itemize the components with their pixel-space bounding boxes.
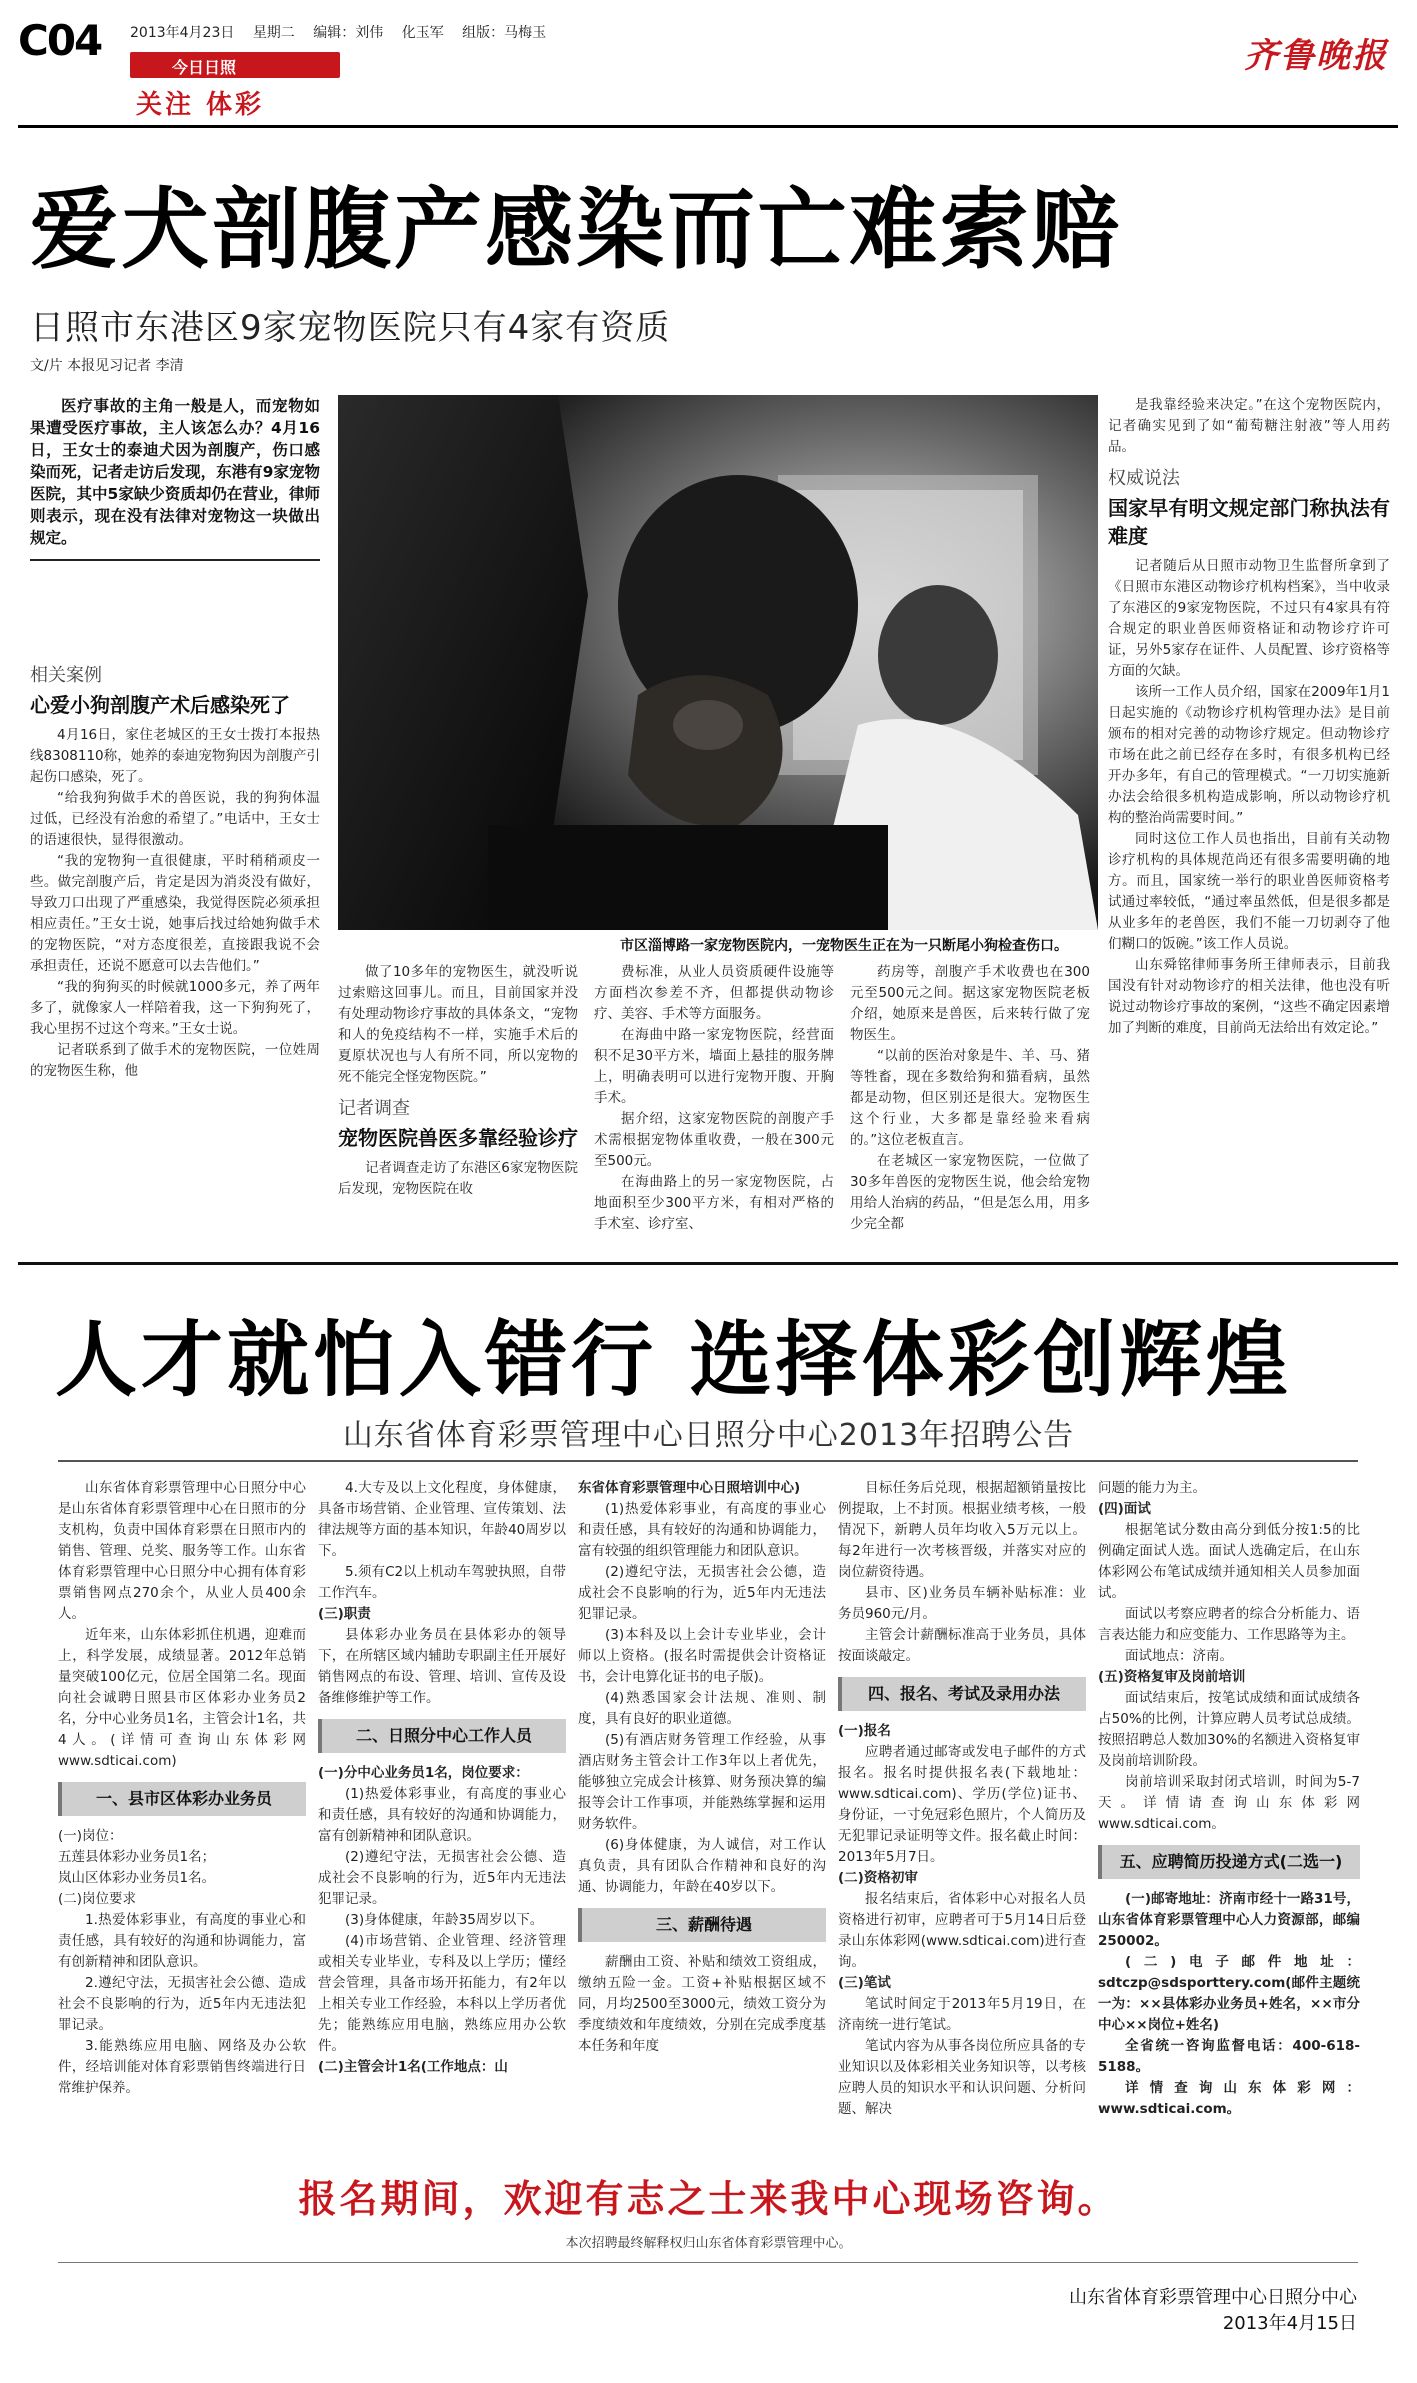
ad-column-2 <box>318 1478 566 2158</box>
subsection-head: (一)报名 <box>838 1723 891 1739</box>
body-line: (一)岗位： <box>58 1828 123 1844</box>
section-bar-3: 三、薪酬待遇 <box>578 1908 826 1942</box>
article2-subhead: 山东省体育彩票管理中心日照分中心2013年招聘公告 <box>342 1418 1075 1453</box>
article1-column-5 <box>1108 395 1390 1257</box>
article1-column-2 <box>338 962 578 1257</box>
body-paragraph: (2)遵纪守法，无损害社会公德，造成社会不良影响的行为，近5年内无违法犯罪记录。 <box>578 1564 826 1622</box>
body-paragraph: (2)遵纪守法，无损害社会公德、造成社会不良影响的行为，近5年内无违法犯罪记录。 <box>318 1849 566 1907</box>
body-paragraph: 该所一工作人员介绍，国家在2009年1月1日起实施的《动物诊疗机构管理办法》是目前颁布的相对完善的动物诊疗规定。但动物诊疗市场在此之前已经存在多时，有很多机构已经开办多年，有自己的管理模式。“一刀切实施新办法会给很多机构造成影响，所以动物诊疗机构的整治尚需要时间。” <box>1108 684 1390 826</box>
survey-kicker: 记者调查 <box>338 1098 410 1119</box>
body-paragraph: 近年来，山东体彩抓住机遇，迎难而上，科学发展，成绩显著。2012年总销量突破100亿元，位居全国第二名。现面向社会诚聘日照县市区体彩办业务员2名，分中心业务员1名，主管会计1名，共4人。(详情可查询山东体彩网www.sdticai.com) <box>58 1627 306 1769</box>
body-paragraph: 4月16日，家住老城区的王女士拨打本报热线8308110称，她养的泰迪宠物狗因为剖腹产引起伤口感染，死了。 <box>30 727 320 785</box>
body-paragraph: 5.须有C2以上机动车驾驶执照，自带工作汽车。 <box>318 1564 566 1601</box>
article1-subhead: 日照市东港区9家宠物医院只有4家有资质 <box>30 308 671 348</box>
contact-website: 详情查询山东体彩网：www.sdticai.com。 <box>1098 2080 1360 2117</box>
section-bar-1: 一、县市区体彩办业务员 <box>58 1782 306 1816</box>
page-number: C04 <box>18 16 102 65</box>
body-paragraph: 面试结束后，按笔试成绩和面试成绩各占50%的比例，计算应聘人员考试总成绩。按照招聘总人数加30%的名额进入资格复审及岗前培训阶段。 <box>1098 1690 1360 1769</box>
body-paragraph: (4)市场营销、企业管理、经济管理或相关专业毕业，专科及以上学历；懂经营会管理，具备市场开拓能力，有2年以上相关专业工作经验，本科以上学历者优先；能熟练应用电脑，熟练应用办公软件。 <box>318 1933 566 2054</box>
contact-email: (二)电子邮件地址：sdtczp@sdsporttery.com(邮件主题统一为：××县体彩办业务员+姓名，××市分中心××岗位+姓名) <box>1098 1954 1360 2033</box>
ad-signature <box>1069 2285 1357 2337</box>
body-paragraph: 在老城区一家宠物医院，一位做了30多年兽医的宠物医生说，他会给宠物用给人治病的药品，“但是怎么用，用多少完全都 <box>850 1153 1090 1232</box>
body-paragraph: (1)热爱体彩事业，有高度的事业心和责任感，具有较好的沟通和协调能力，富有创新精神和团队意识。 <box>318 1786 566 1844</box>
subsection-head: (四)面试 <box>1098 1501 1151 1517</box>
vet-exam-photo <box>338 395 1098 930</box>
body-paragraph: 4.大专及以上文化程度，身体健康，具备市场营销、企业管理、宣传策划、法律法规等方面的基本知识，年龄40周岁以下。 <box>318 1480 566 1559</box>
body-paragraph: 目标任务后兑现，根据超额销量按比例提取，上不封顶。根据业绩考核，一般情况下，新聘人员年均收入5万元以上。每2年进行一次考核晋级，并落实对应的岗位薪资待遇。 <box>838 1480 1086 1580</box>
body-paragraph: 面试地点：济南。 <box>1125 1648 1233 1664</box>
section-bar-4: 四、报名、考试及录用办法 <box>838 1677 1086 1711</box>
body-paragraph: (3)身体健康，年龄35周岁以下。 <box>345 1912 544 1928</box>
subsection-head: (一)分中心业务员1名，岗位要求： <box>318 1765 529 1781</box>
body-paragraph: (1)热爱体彩事业，有高度的事业心和责任感，具有较好的沟通和协调能力，富有较强的组织管理能力和团队意识。 <box>578 1501 826 1559</box>
subsection-head: (二)主管会计1名(工作地点：山 <box>318 2059 508 2075</box>
ad-column-3 <box>578 1478 826 2158</box>
body-paragraph: 县体彩办业务员在县体彩办的领导下，在所辖区域内辅助专职副主任开展好销售网点的布设、管理、培训、宣传及设备维修维护等工作。 <box>318 1627 566 1706</box>
masthead-rule <box>18 125 1398 128</box>
ad-column-5 <box>1098 1478 1360 2158</box>
article1-column-1 <box>30 655 320 1255</box>
body-paragraph: 记者调查走访了东港区6家宠物医院后发现，宠物医院在收 <box>338 1160 578 1197</box>
body-paragraph: 做了10多年的宠物医生，就没听说过索赔这回事儿。而且，目前国家并没有处理动物诊疗事故的具体条文，“宠物和人的免疫结构不一样，实施手术后的夏原状况也与人有所不同，所以宠物的死不能完全怪宠物医院。” <box>338 964 578 1085</box>
body-paragraph: “我的狗狗买的时候就1000多元，养了两年多了，就像家人一样陪着我，这一下狗狗死了，我心里拐不过这个弯来。”王女士说。 <box>30 979 320 1037</box>
body-paragraph: “我的宠物狗一直很健康，平时稍稍顽皮一些。做完剖腹产后，肯定是因为消炎没有做好，导致刀口出现了严重感染，我觉得医院必须承担相应责任。”王女士说，她事后找过给她狗做手术的宠物医院，“对方态度很差，直接跟我说不会承担责任，还说不愿意可以去告他们。” <box>30 853 320 974</box>
edition-weekday: 星期二 <box>252 25 295 41</box>
lead-paragraph: 医疗事故的主角一般是人，而宠物如果遭受医疗事故，主人该怎么办？4月16日，王女士的泰迪犬因为剖腹产，伤口感染而死，记者走访后发现，东港有9家宠物医院，其中5家缺少资质却仍在营业，律师则表示，现在没有法律对宠物这一块做出规定。 <box>30 397 320 547</box>
body-paragraph: 是我靠经验来决定。”在这个宠物医院内，记者确实见到了如“葡萄糖注射液”等人用药品。 <box>1108 397 1390 455</box>
signature-org: 山东省体育彩票管理中心日照分中心 <box>1069 2287 1357 2308</box>
body-paragraph: (3)本科及以上会计专业毕业，会计师以上资格。(报名时需提供会计资格证书，会计电算化证书的电子版)。 <box>578 1627 826 1685</box>
body-paragraph: 2.遵纪守法，无损害社会公德、造成社会不良影响的行为，近5年内无违法犯罪记录。 <box>58 1975 306 2033</box>
body-paragraph: 主管会计薪酬标准高于业务员，具体按面谈敲定。 <box>838 1627 1086 1664</box>
body-paragraph: “给我狗狗做手术的兽医说，我的狗狗体温过低，已经没有治愈的希望了。”电话中，王女士的语速很快，显得很激动。 <box>30 790 320 848</box>
body-paragraph: 1.热爱体彩事业，有高度的事业心和责任感，具有较好的沟通和协调能力，富有创新精神和团队意识。 <box>58 1912 306 1970</box>
article1-headline: 爱犬剖腹产感染而亡难索赔 <box>30 178 1123 281</box>
body-line: (二)岗位要求 <box>58 1891 137 1907</box>
subsection-head: (三)笔试 <box>838 1975 891 1991</box>
body-paragraph: 记者随后从日照市动物卫生监督所拿到了《日照市东港区动物诊疗机构档案》，当中收录了东港区的9家宠物医院，不过只有4家具有符合规定的职业兽医师资格证和动物诊疗许可证，另外5家存在证件、人员配置、诊疗资格等方面的欠缺。 <box>1108 558 1390 679</box>
body-line: 岚山区体彩办业务员1名。 <box>58 1870 216 1886</box>
body-paragraph: 同时这位工作人员也指出，目前有关动物诊疗机构的具体规范尚还有很多需要明确的地方。而且，国家统一举行的职业兽医师资格考试通过率较低，“通过率虽然低，但是很多都是从业多年的老兽医，我们不能一刀切剥夺了他们糊口的饭碗。”该工作人员说。 <box>1108 831 1390 952</box>
body-line: 五莲县体彩办业务员1名； <box>58 1849 216 1865</box>
article-divider <box>18 1262 1398 1265</box>
body-paragraph: 记者联系到了做手术的宠物医院，一位姓周的宠物医生称，他 <box>30 1042 320 1079</box>
subsection-head: (五)资格复审及岗前培训 <box>1098 1669 1246 1685</box>
section-name: 关注 体彩 <box>136 90 265 120</box>
layout-credit: 化玉军 <box>401 25 444 41</box>
call-to-action: 报名期间，欢迎有志之士来我中心现场咨询。 <box>298 2177 1119 2221</box>
article1-byline: 文/片 本报见习记者 李清 <box>30 358 184 374</box>
ad-column-4 <box>838 1478 1086 2158</box>
article1-column-4 <box>850 962 1090 1257</box>
body-paragraph: 药房等，剖腹产手术收费也在300元至500元之间。据这家宠物医院老板介绍，她原来是兽医，后来转行做了宠物医生。 <box>850 964 1090 1043</box>
body-paragraph: 山东省体育彩票管理中心日照分中心是山东省体育彩票管理中心在日照市的分支机构，负责中国体育彩票在日照市内的销售、管理、兑奖、服务等工作。山东省体育彩票管理中心日照分中心拥有体育彩票销售网点270余个，从业人员400余人。 <box>58 1480 306 1622</box>
masthead <box>18 14 1398 120</box>
section-bar-5: 五、应聘简历投递方式(二选一) <box>1098 1845 1360 1879</box>
contact-phone: 全省统一咨询监督电话：400-618-5188。 <box>1098 2038 1360 2075</box>
body-line: 问题的能力为主。 <box>1098 1480 1206 1496</box>
body-paragraph: 3.能熟练应用电脑、网络及办公软件，经培训能对体育彩票销售终端进行日常维护保养。 <box>58 2038 306 2096</box>
signature-date: 2013年4月15日 <box>1222 2313 1357 2334</box>
body-paragraph: 山东舜铭律师事务所王律师表示，目前我国没有针对动物诊疗的相关法律，他也没有听说过动物诊疗事故的案例，“这些不确定因素增加了判断的难度，目前尚无法给出有效定论。” <box>1108 957 1390 1036</box>
case-kicker: 相关案例 <box>30 665 102 686</box>
body-paragraph: 应聘者通过邮寄或发电子邮件的方式报名。报名时提供报名表(下载地址：www.sdticai.com)、学历(学位)证书、身份证，一寸免冠彩色照片，个人简历及无犯罪记录证明等文件。报名截止时间：2013年5月7日。 <box>838 1744 1086 1865</box>
body-paragraph: 费标准，从业人员资质硬件设施等方面档次参差不齐，但都提供动物诊疗、美容、手术等方面服务。 <box>594 964 834 1022</box>
proof-credit: 组版：马梅玉 <box>462 25 547 41</box>
ad-rule <box>58 1460 1358 1462</box>
body-paragraph: 根据笔试分数由高分到低分按1:5的比例确定面试人选。面试人选确定后，在山东体彩网公布笔试成绩并通知相关人员参加面试。 <box>1098 1522 1360 1601</box>
body-paragraph: 面试以考察应聘者的综合分析能力、语言表达能力和应变能力、工作思路等为主。 <box>1098 1606 1360 1643</box>
body-paragraph: 报名结束后，省体彩中心对报名人员资格进行初审，应聘者可于5月14日后登录山东体彩网(www.sdticai.com)进行查询。 <box>838 1891 1086 1970</box>
body-paragraph: (6)身体健康，为人诚信，对工作认真负责，具有团队合作精神和良好的沟通、协调能力，年龄在40岁以下。 <box>578 1837 826 1895</box>
ad-column-1 <box>58 1478 306 2158</box>
body-paragraph: (4)熟悉国家会计法规、准则、制度，具有良好的职业道德。 <box>578 1690 826 1727</box>
survey-title: 宠物医院兽医多靠经验诊疗 <box>338 1126 578 1150</box>
edition-meta <box>130 22 560 42</box>
edition-date: 2013年4月23日 <box>130 25 235 41</box>
photo-caption: 市区淄博路一家宠物医院内，一宠物医生正在为一只断尾小狗检查伤口。 <box>620 938 1068 954</box>
article1-photo <box>338 395 1098 930</box>
article1-column-3 <box>594 962 834 1257</box>
contact-mail: (一)邮寄地址：济南市经十一路31号，山东省体育彩票管理中心人力资源部，邮编250002。 <box>1098 1891 1360 1949</box>
disclaimer: 本次招聘最终解释权归山东省体育彩票管理中心。 <box>565 2236 852 2251</box>
body-paragraph: 笔试时间定于2013年5月19日，在济南统一进行笔试。 <box>838 1996 1086 2033</box>
bottom-rule <box>58 2262 1358 2263</box>
body-paragraph: 岗前培训采取封闭式培训，时间为5-7天。详情请查询山东体彩网www.sdticai.com。 <box>1098 1774 1360 1832</box>
subsection-head: 东省体育彩票管理中心日照培训中心) <box>578 1480 801 1496</box>
subsection-head: (二)资格初审 <box>838 1870 918 1886</box>
rights-title: 国家早有明文规定部门称执法有难度 <box>1108 496 1390 548</box>
body-paragraph: 据介绍，这家宠物医院的剖腹产手术需根据宠物体重收费，一般在300元至500元。 <box>594 1111 834 1169</box>
body-paragraph: 笔试内容为从事各岗位所应具备的专业知识以及体彩相关业务知识等，以考核应聘人员的知识水平和认识问题、分析问题、解决 <box>838 2038 1086 2117</box>
body-paragraph: “以前的医治对象是牛、羊、马、猪等牲畜，现在多数给狗和猫看病，虽然都是动物，但区别还是很大。宠物医生这个行业，大多都是靠经验来看病的。”这位老板直言。 <box>850 1048 1090 1148</box>
subsection-head: (三)职责 <box>318 1606 371 1622</box>
article2-headline: 人才就怕入错行 选择体彩创辉煌 <box>55 1313 1292 1408</box>
case-title: 心爱小狗剖腹产术后感染死了 <box>30 693 290 717</box>
article1-lead <box>30 395 320 561</box>
body-paragraph: 县市、区)业务员车辆补贴标准：业务员960元/月。 <box>838 1585 1086 1622</box>
body-paragraph: 在海曲中路一家宠物医院，经营面积不足30平方米，墙面上悬挂的服务牌上，明确表明可以进行宠物开腹、开胸手术。 <box>594 1027 834 1106</box>
body-paragraph: 薪酬由工资、补贴和绩效工资组成，缴纳五险一金。工资+补贴根据区域不同，月均2500至3000元，绩效工资分为季度绩效和年度绩效，分别在完成季度基本任务和年度 <box>578 1954 826 2054</box>
editor-credit: 编辑：刘伟 <box>313 25 384 41</box>
edition-tag: 今日日照 <box>130 52 340 78</box>
body-paragraph: 在海曲路上的另一家宠物医院，占地面积至少300平方米，有相对严格的手术室、诊疗室、 <box>594 1174 834 1232</box>
rights-kicker: 权威说法 <box>1108 468 1180 489</box>
body-paragraph: (5)有酒店财务管理工作经验，从事酒店财务主管会计工作3年以上者优先，能够独立完成会计核算、财务预决算的编报等会计工作事项，并能熟练掌握和运用财务软件。 <box>578 1732 826 1832</box>
section-bar-2: 二、日照分中心工作人员 <box>318 1719 566 1753</box>
newspaper-logo: 齐鲁晚报 <box>1244 36 1388 76</box>
